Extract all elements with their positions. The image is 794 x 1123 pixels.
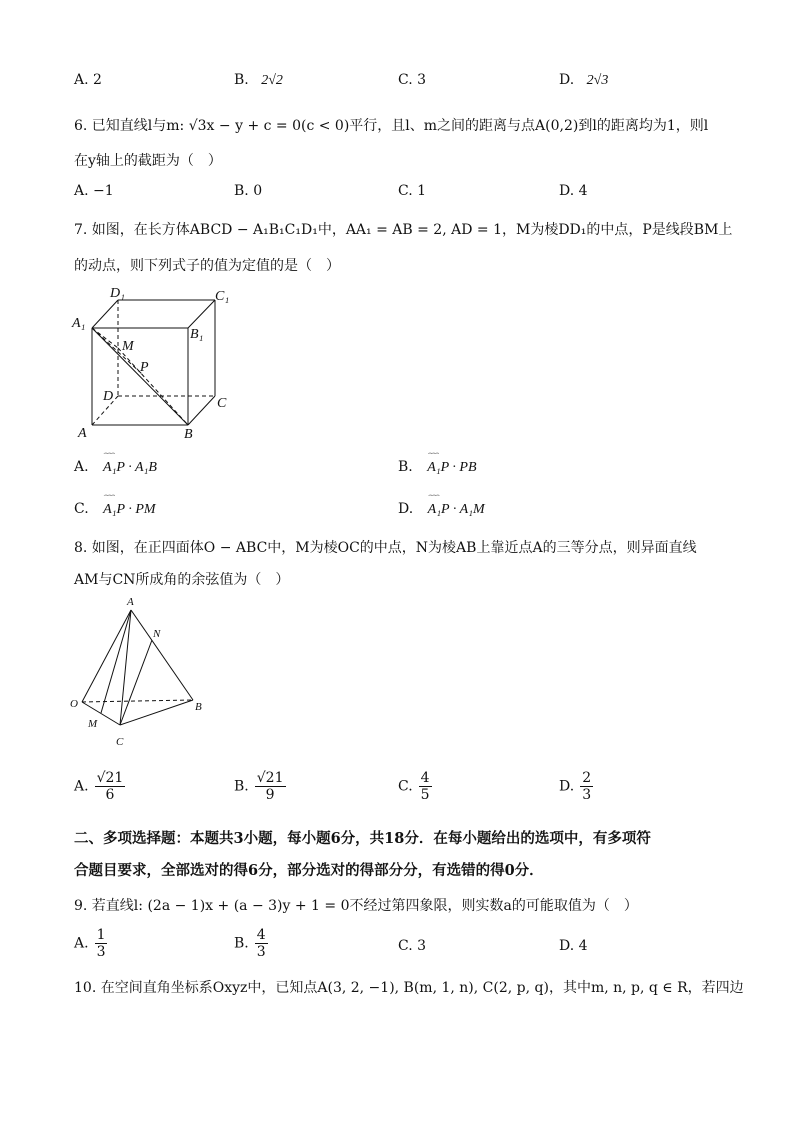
q7-option-d-label: D.: [398, 501, 414, 517]
label-m: M: [88, 718, 98, 730]
edge-c1-b1: [188, 300, 215, 328]
q8-option-d: [559, 770, 593, 803]
q6-option-a: A. −1: [74, 183, 114, 199]
q6-option-c: C. 1: [398, 183, 427, 199]
q5-option-b: [234, 72, 283, 89]
q8-text-line1: 8. 如图，在正四面体O − ABC中，M为棱OC的中点，N为棱AB上靠近点A的三等分点，则异面直线: [74, 540, 697, 556]
q8-option-d-den: 3: [582, 787, 592, 804]
q7-option-c: [74, 501, 156, 518]
label-a: A: [78, 426, 87, 441]
label-n: N: [153, 628, 161, 640]
q7-option-a-expr: ⌢⌢⌢ A₁P · A₁B: [103, 460, 157, 476]
label-c1: C₁: [215, 289, 230, 304]
q8-option-c-label: C.: [398, 778, 413, 795]
q5-option-a: A. 2: [74, 72, 102, 88]
q9-option-b: [234, 927, 268, 960]
q9-option-a: [74, 927, 107, 960]
q5-option-b-label: B.: [234, 72, 249, 88]
q7-option-b-expr: ⌢⌢⌢ A₁P · PB: [427, 460, 476, 476]
q5-option-d: [559, 72, 608, 89]
q8-option-c-den: 5: [420, 787, 430, 804]
q9-text-line1: 9. 若直线l: (2a − 1)x + (a − 3)y + 1 = 0不经过第四象限，则实数a的可能取值为（ ）: [74, 898, 638, 914]
label-m: M: [122, 339, 134, 354]
q7-option-d: [398, 501, 485, 518]
q9-option-a-num: 1: [96, 927, 106, 943]
q6-option-b: B. 0: [234, 183, 263, 199]
q9-option-d: D. 4: [559, 938, 588, 954]
q8-option-a: [74, 770, 125, 803]
label-d: D: [103, 389, 114, 404]
q8-option-a-label: A.: [74, 778, 89, 795]
q7-option-a: [74, 459, 157, 476]
q7-option-c-expr: ⌢⌢⌢ A₁P · PM: [103, 502, 155, 518]
q8-option-b-label: B.: [234, 778, 249, 795]
segment-a1-m-hidden: [92, 328, 118, 348]
label-a: A: [127, 596, 134, 608]
q8-option-a-den: 6: [105, 787, 115, 804]
segment-m-b-hidden: [118, 348, 188, 425]
q10-text-line1: 10. 在空间直角坐标系Oxyz中，已知点A(3, 2, −1), B(m, 1, n), C(2, p, q)，其中m, n, p, q ∈ R，若四边: [74, 980, 744, 996]
segment-a1-b: [92, 328, 188, 425]
q7-option-a-label: A.: [74, 459, 89, 475]
label-b: B: [195, 701, 202, 713]
q5-option-d-value: 2√3: [586, 73, 609, 88]
label-c: C: [217, 396, 227, 411]
q7-text-line1: 7. 如图，在长方体ABCD − A₁B₁C₁D₁中，AA₁ = AB = 2, AD = 1，M为棱DD₁的中点，P是线段BM上: [74, 222, 733, 238]
q5-option-c: C. 3: [398, 72, 427, 88]
q9-option-b-den: 3: [256, 944, 266, 961]
segment-c-n: [120, 640, 152, 725]
q9-option-a-den: 3: [96, 944, 106, 961]
q8-option-c: [398, 770, 432, 803]
edge-o-b-hidden: [82, 700, 193, 702]
q7-option-b: [398, 459, 477, 476]
q8-option-b-den: 9: [265, 787, 275, 804]
edge-c-b: [120, 700, 193, 725]
segment-a1-p-hidden: [92, 328, 142, 374]
q6-text-line2: 在y轴上的截距为（ ）: [74, 153, 222, 169]
edge-a-b: [131, 610, 193, 700]
label-p: P: [140, 360, 149, 375]
q6-option-d: D. 4: [559, 183, 588, 199]
label-c: C: [116, 736, 124, 748]
q9-option-b-label: B.: [234, 935, 249, 952]
q8-option-a-num: √21: [96, 770, 124, 786]
q7-cuboid-figure: [70, 282, 240, 447]
q6-text-line1: 6. 已知直线l与m: √3x − y + c = 0(c < 0)平行，且l、m之间的距离与点A(0,2)到l的距离均为1，则l: [74, 118, 709, 134]
edge-b-c: [188, 396, 215, 425]
q9-option-a-label: A.: [74, 935, 89, 952]
section2-heading-line1: 二、多项选择题：本题共3小题，每小题6分，共18分．在每小题给出的选项中，有多项符: [74, 830, 651, 847]
q7-option-d-expr: ⌢⌢⌢ A₁P · A₁M: [428, 502, 485, 518]
q7-option-b-label: B.: [398, 459, 413, 475]
q5-option-b-value: 2√2: [261, 73, 283, 88]
label-d1: D₁: [110, 286, 125, 301]
q8-option-d-label: D.: [559, 778, 575, 795]
q7-option-c-label: C.: [74, 501, 89, 517]
label-a1: A₁: [72, 316, 86, 331]
q9-option-b-num: 4: [256, 927, 266, 943]
q5-option-d-label: D.: [559, 72, 575, 88]
section2-heading-line2: 合题目要求，全部选对的得6分，部分选对的得部分分，有选错的得0分．: [74, 862, 544, 879]
q8-option-c-num: 4: [420, 770, 430, 786]
label-b: B: [184, 427, 193, 442]
q8-option-b: [234, 770, 286, 803]
edge-a1-d1: [92, 300, 118, 328]
label-b1: B₁: [190, 327, 204, 342]
q8-text-line2: AM与CN所成角的余弦值为（ ）: [74, 572, 290, 588]
q8-option-d-num: 2: [582, 770, 592, 786]
q8-tetrahedron-figure: [66, 592, 216, 752]
q8-option-b-num: √21: [256, 770, 284, 786]
q9-option-c: C. 3: [398, 938, 427, 954]
label-o: O: [70, 698, 78, 710]
q7-text-line2: 的动点，则下列式子的值为定值的是（ ）: [74, 258, 340, 274]
